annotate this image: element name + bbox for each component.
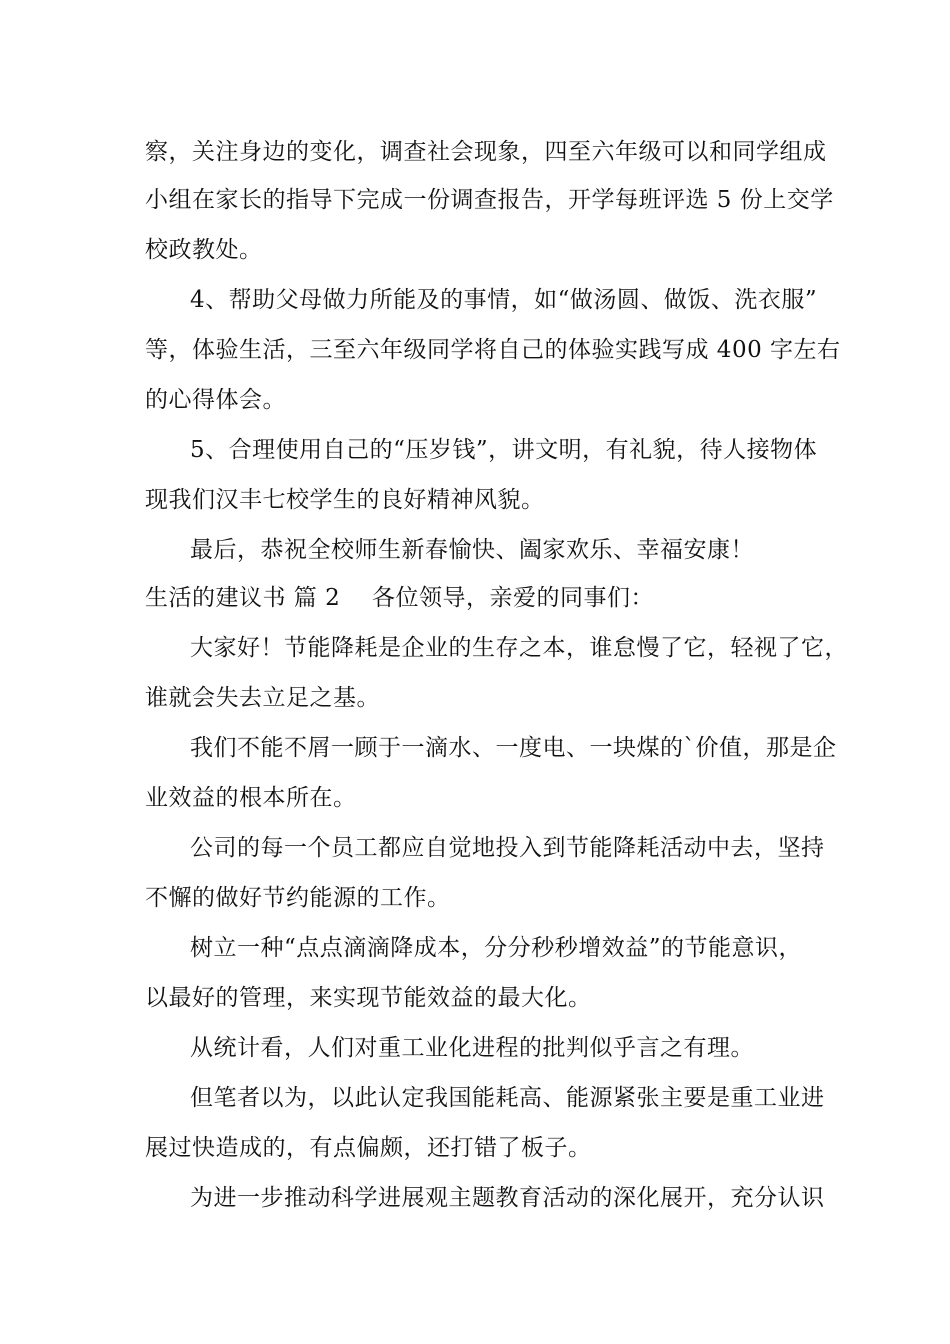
text-line: 4、帮助父母做力所能及的事情，如“做汤圆、做饭、洗衣服” bbox=[190, 287, 818, 313]
text-line: 为进一步推动科学进展观主题教育活动的深化展开，充分认识 bbox=[190, 1185, 825, 1211]
text-line: 5、合理使用自己的“压岁钱”，讲文明，有礼貌，待人接物体 bbox=[190, 437, 818, 463]
text-line: 校政教处。 bbox=[145, 237, 263, 263]
text-line: 我们不能不屑一顾于一滴水、一度电、一块煤的`价值，那是企 bbox=[190, 735, 837, 761]
text-line: 大家好！节能降耗是企业的生存之本，谁怠慢了它，轻视了它， bbox=[190, 635, 848, 661]
text-line: 但笔者以为，以此认定我国能耗高、能源紧张主要是重工业进 bbox=[190, 1085, 825, 1111]
text-line: 公司的每一个员工都应自觉地投入到节能降耗活动中去，坚持 bbox=[190, 835, 825, 861]
text-line: 树立一种“点点滴滴降成本，分分秒秒增效益”的节能意识， bbox=[190, 935, 803, 961]
text-line: 小组在家长的指导下完成一份调查报告，开学每班评选 5 份上交学 bbox=[145, 187, 834, 213]
text-line: 从统计看，人们对重工业化进程的批判似乎言之有理。 bbox=[190, 1035, 754, 1061]
text-line: 以最好的管理，来实现节能效益的最大化。 bbox=[145, 985, 592, 1011]
text-line: 谁就会失去立足之基。 bbox=[145, 685, 380, 711]
text-line: 不懈的做好节约能源的工作。 bbox=[145, 885, 451, 911]
section-heading: 生活的建议书 篇 2 bbox=[145, 585, 341, 611]
salutation: 各位领导，亲爱的同事们： bbox=[372, 585, 654, 611]
text-line: 业效益的根本所在。 bbox=[145, 785, 357, 811]
text-line: 展过快造成的，有点偏颇，还打错了板子。 bbox=[145, 1135, 592, 1161]
text-line: 察，关注身边的变化，调查社会现象，四至六年级可以和同学组成 bbox=[145, 139, 827, 165]
text-line: 现我们汉丰七校学生的良好精神风貌。 bbox=[145, 487, 545, 513]
text-line: 最后，恭祝全校师生新春愉快、阖家欢乐、幸福安康！ bbox=[190, 537, 754, 563]
text-line: 等，体验生活，三至六年级同学将自己的体验实践写成 400 字左右 bbox=[145, 337, 841, 363]
text-line: 的心得体会。 bbox=[145, 387, 286, 413]
